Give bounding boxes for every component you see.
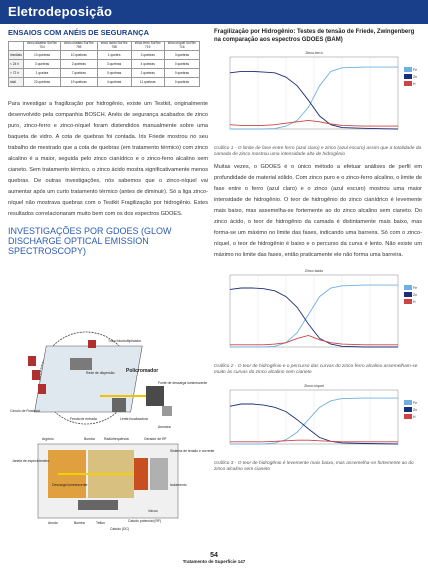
label-amostra: Amostra (158, 425, 171, 429)
gdoes-schematic (8, 336, 215, 536)
gdoes-chart-3 (214, 380, 422, 454)
table-row (9, 78, 200, 87)
table-cell: 0 quebras (164, 69, 199, 78)
chart-title: Zinco-níquel (304, 384, 324, 388)
label-fonte: Fonte de descarga luminescente (158, 381, 208, 385)
gdoes-chart-1 (214, 47, 422, 139)
page-footer (0, 552, 428, 564)
legend-swatch (404, 67, 412, 72)
legend-label: Zn (413, 293, 417, 297)
table-header-cell: zinco-ferro SurTec 719 (131, 42, 164, 51)
chart-background (214, 380, 422, 454)
journal-name: Tratamento de Superfície 147 (182, 559, 246, 564)
table-cell: 0 quebras (164, 60, 199, 69)
gdoes-chart-2 (214, 265, 422, 357)
table-header-cell: zinco ácido SurTec 758 (97, 42, 131, 51)
right-heading: Fragilização por Hidrogênio: Testes de tensão de Friede, Zwingenberg na comparação aos espectros GDOES (BAM) (214, 29, 415, 43)
label-lente: Lente focalizadora (120, 417, 148, 421)
table-cell: 2 quebras (60, 60, 97, 69)
row-label: total (9, 78, 24, 87)
dispersion-grating (70, 358, 92, 370)
table-cell: 0 quebras (164, 78, 199, 87)
legend-label: H (413, 82, 416, 86)
entrance-slit (112, 398, 126, 412)
sample-holder (134, 458, 148, 490)
table-cell: 19 quebras (60, 78, 97, 87)
legend-label: Zn (413, 75, 417, 79)
label-anodo: Anodo (48, 521, 58, 525)
legend-label: Fe (413, 286, 417, 290)
chart-background (214, 265, 422, 357)
legend-swatch (404, 414, 412, 419)
chart-title: Zinco ácido (304, 269, 324, 273)
label-bomba1: Bomba (84, 437, 95, 441)
label-isolamento: Isolamento (170, 483, 187, 487)
table-cell: 10 quebras (60, 51, 97, 60)
row-label: imediato (9, 51, 24, 60)
legend-swatch (404, 81, 412, 86)
table-row (9, 60, 200, 69)
label-circulo: Círculo de Rowland (10, 409, 40, 413)
legend-label: H (413, 415, 416, 419)
table-cell: 0 quebras (97, 69, 131, 78)
table-row (9, 51, 200, 60)
table-cell: 3 quebras (164, 51, 199, 60)
glow-lamp-section (38, 444, 178, 518)
label-vacuo: Vácuo (148, 509, 158, 513)
chart-title: Zinco-ferro (305, 51, 323, 55)
polychromator-box (35, 346, 143, 412)
table-header-cell: zinco alcalino SurTec 704 (24, 42, 61, 51)
legend-label: Fe (413, 401, 417, 405)
breaks-table (8, 41, 200, 87)
table-header-cell (9, 42, 24, 51)
pump-block (78, 500, 118, 510)
table-header-row (9, 42, 200, 51)
legend-swatch (404, 407, 412, 412)
table-heading: ENSAIOS COM ANÉIS DE SEGURANÇA (8, 28, 149, 37)
caption-3: Gráfico 3 - O teor de hidrogênio é levemente mais baixo, mas assemelha-se fortemente ao do zinco alcalino sem cianeto (214, 461, 414, 472)
rf-generator (150, 458, 168, 490)
label-potencial: Catodo potencial (RF) (128, 519, 162, 523)
label-gerador: Gerador de RF (144, 437, 167, 441)
legend-swatch (404, 285, 412, 290)
label-policromador: Policromador (126, 368, 159, 374)
table-cell: 3 quebras (97, 60, 131, 69)
page-number: 54 (210, 552, 218, 559)
table-header-cell: zinco-níquel SurTec 716 (164, 42, 199, 51)
table-cell: 4 quebras (131, 60, 164, 69)
table-row (9, 69, 200, 78)
label-sistema: Sistema de tensão e corrente (170, 449, 215, 453)
table-cell: 1 quebra (97, 51, 131, 60)
label-argonio: Argônio (42, 437, 54, 441)
table-cell: 3 quebras (24, 60, 61, 69)
row-label: < 24 h (9, 60, 24, 69)
legend-swatch (404, 74, 412, 79)
gdoes-diagram (8, 336, 215, 541)
left-body-text: Para investigar a fragilização por hidrogênio, existe um Testkit, originalmente desenvolvido pela companhia BOSCH. Anéis de segurança acabados de zinco puro, zinco-ferro e zinco-níquel foram distendidos manualmente sobre uma baqueta de vidro. A cota de quebras foi contada. Iris Friede mostrou no seu trabalho de mestrado que a cota de quebras (em tratamento térmico) com zinco alcalino é a maior, seguida pelo zinco cianídrico e o zinco-ferro alcalino sem cianeto. Sem tratamento térmico, o zinco ácido mostra significativamente menos quebras. De outras investigações, nós sabemos que o zinco-níquel vai aumentar após um curto tratamento térmico (antes de diminuir). Só a liga zinco-níquel não mostrava quebras com o Testkit Fragilização por hidrogênio. Estes resultados correlacionaram muito bem com os dos espectros GDOES. (8, 101, 208, 217)
legend-swatch (404, 292, 412, 297)
glow-source (146, 386, 164, 406)
legend-label: Fe (413, 68, 417, 72)
legend-swatch (404, 400, 412, 405)
gdoes-heading: INVESTIGAÇÕES POR GDOES (GLOW DISCHARGE OPTICAL EMISSION SPECTROSCOPY) (8, 226, 172, 256)
caption-2: Gráfico 2 - O teor de hidrogênio e o percurso das curvas do zinco-ferro alcalino assemelham-se muito às curvas do zinco alcalino sem cianeto (214, 364, 418, 375)
table-cell: 1 quebra (24, 69, 61, 78)
right-column (214, 28, 422, 477)
label-teflon: Teflon (96, 521, 106, 525)
table-cell: 20 quebras (24, 78, 61, 87)
table-header-cell: zinco-cobalto SurTec 759 (60, 42, 97, 51)
label-fenda: Fenda de entrada (70, 417, 97, 421)
legend-swatch (404, 299, 412, 304)
label-rede: Rede de dispersão (86, 371, 115, 375)
table-cell: 7 quebras (60, 69, 97, 78)
legend-label: H (413, 300, 416, 304)
page-header (0, 0, 428, 24)
label-janela: Janela de espectrômetro (12, 459, 50, 463)
label-catodo: Catodo (DC) (110, 527, 130, 531)
label-tubo: Tubo fotomultiplicador (108, 339, 142, 343)
label-pulveriz: Radiofrequência (104, 437, 129, 441)
sample-block (162, 406, 172, 416)
caption-1: Gráfico 1 - O limite de fase entre ferro (azul claro) e zinco (azul escuro) assim que a totalidade da camada de zinco mostrou uma intensidade alta de hidrogênio (214, 146, 422, 157)
page-title: Eletrodeposição (8, 4, 113, 19)
table-cell: 3 quebras (131, 51, 164, 60)
label-bomba2: Bomba (74, 521, 85, 525)
row-label: > 72 h (9, 69, 24, 78)
legend-label: Zn (413, 408, 417, 412)
table-cell: 10 quebras (24, 51, 61, 60)
table-cell: 4 quebras (97, 78, 131, 87)
table-cell: 11 quebras (131, 78, 164, 87)
table-cell: 2 quebras (131, 69, 164, 78)
left-column (8, 28, 208, 260)
right-body-text: Muitas vezes, o GDOES é o único método a efetuar análises de perfil em profundidade de material sólido. Com zinco puro e o zinco-ferro alcalino, o limite de fase entre o ferro (azul claro) e o zinco (azul escuro) mostrou uma maior intensidade de hidrogênio. O teor de hidrogênio do zinco cianídrico é levemente mais baixo, mas assemelha-se fortemente ao do zinco alcalino sem cianeto. Do zinco ácido, o teor de hidrogênio da camada é distintamente mais baixo, mas forma-se um máximo no limite das fases, indicando uma barreira. Só com o zinco-níquel, o teor de hidrogênio é baixo e o percurso da curva é lento. Não existe um máximo no limite das fases, então praticamente ele não forma uma barreira. (214, 164, 422, 258)
label-descarga: Descarga luminescente (52, 483, 88, 487)
